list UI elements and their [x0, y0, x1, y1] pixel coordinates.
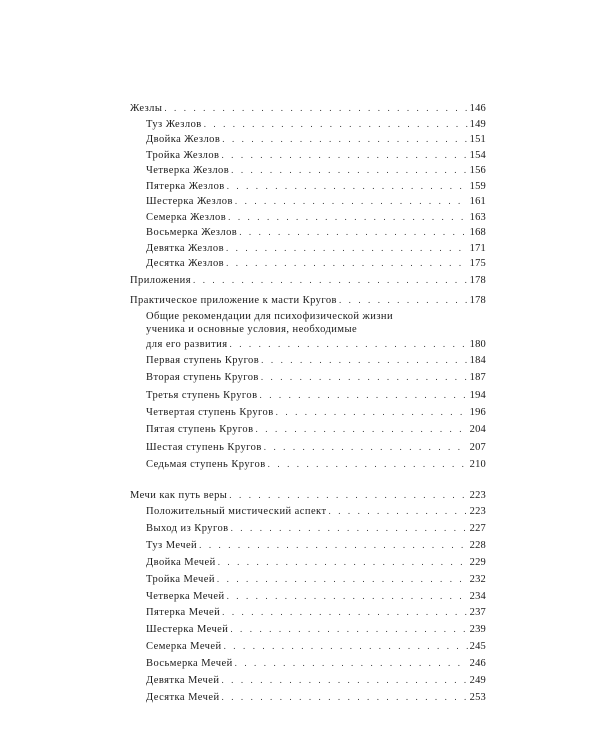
- toc-entry-wands: [130, 134, 486, 145]
- toc-entry-title: Туз Мечей: [146, 539, 198, 551]
- toc-heading-swords: [130, 490, 486, 501]
- toc-entry-page: 232: [469, 573, 486, 585]
- toc-entry-title: Восьмерка Мечей: [146, 658, 233, 670]
- toc-entry-circles: [130, 372, 486, 383]
- toc-entry-wands: [130, 150, 486, 161]
- toc-entry-page: 178: [469, 295, 486, 306]
- toc-entry-title: Четверка Мечей: [146, 590, 225, 602]
- dot-leader: [231, 165, 468, 176]
- toc-entry-title: Шестерка Жезлов: [146, 196, 233, 207]
- toc-entry-line: ученика и основные условия, необходимые: [146, 324, 358, 335]
- toc-entry-swords: [130, 641, 486, 652]
- toc-entry-page: 178: [469, 275, 486, 286]
- toc-heading-appendix: [130, 275, 486, 286]
- dot-leader: [221, 150, 467, 161]
- toc-entry-circles: [130, 407, 486, 418]
- dot-leader: [231, 523, 468, 534]
- dot-leader: [199, 540, 468, 551]
- toc-entry-title: Выход из Кругов: [146, 522, 229, 534]
- toc-entry-swords: [130, 523, 486, 534]
- toc-entry-title: Вторая ступень Кругов: [146, 372, 259, 384]
- toc-entry-title: Двойка Мечей: [146, 556, 216, 568]
- toc-entry-title: Седьмая ступень Кругов: [146, 458, 266, 470]
- toc-entry-page: 249: [469, 675, 486, 686]
- dot-leader: [227, 591, 468, 602]
- toc-entry-page: 196: [469, 406, 486, 418]
- toc-entry-swords: [130, 557, 486, 568]
- toc-entry-page: 156: [469, 165, 486, 176]
- dot-leader: [329, 506, 468, 517]
- toc-entry-page: 229: [469, 556, 486, 568]
- dot-leader: [264, 442, 468, 453]
- toc-entry-title: Шестерка Мечей: [146, 624, 229, 636]
- toc-heading-wands: [130, 103, 486, 114]
- toc-entry-page: 204: [469, 424, 486, 436]
- toc-entry-line: Общие рекомендации для психофизической жизни: [146, 311, 394, 322]
- toc-entry-page: 171: [469, 242, 486, 254]
- toc-entry-page: 175: [469, 258, 486, 269]
- toc-entry-title: Четвертая ступень Кругов: [146, 406, 274, 418]
- toc-entry-page: 146: [469, 103, 486, 114]
- toc-entry-title: Семерка Мечей: [146, 641, 222, 653]
- dot-leader: [204, 119, 468, 130]
- toc-entry-title: Первая ступень Кругов: [146, 355, 260, 366]
- dot-leader: [261, 372, 468, 383]
- toc-entry-wands: [130, 243, 486, 254]
- dot-leader: [228, 212, 468, 223]
- toc-entry-page: 237: [469, 607, 486, 619]
- dot-leader: [235, 196, 468, 207]
- toc-entry-wands: [130, 227, 486, 238]
- toc-entry-page: 149: [469, 118, 486, 130]
- dot-leader: [256, 424, 468, 435]
- toc-entry-swords: [130, 574, 486, 585]
- dot-leader: [217, 574, 468, 585]
- toc-entry-wands: [130, 258, 486, 269]
- toc-entry-circles: [130, 355, 486, 366]
- dot-leader: [224, 641, 468, 652]
- toc-entry-page: 207: [469, 441, 486, 453]
- toc-entry-general-last-line: [130, 339, 486, 350]
- toc-entry-title: Девятка Мечей: [146, 675, 220, 686]
- toc-entry-page: 187: [469, 372, 486, 384]
- dot-leader: [164, 103, 467, 114]
- dot-leader: [230, 339, 468, 350]
- dot-leader: [260, 390, 468, 401]
- toc-entry-page: 180: [469, 339, 486, 350]
- toc-entry-wands: [130, 196, 486, 207]
- toc-entry-swords: [130, 624, 486, 635]
- toc-entry-title: Десятка Мечей: [146, 691, 220, 703]
- toc-entry-page: 194: [469, 389, 486, 401]
- toc-entry-page: 227: [469, 522, 486, 534]
- toc-entry-page: 223: [469, 490, 486, 501]
- toc-entry-title: Шестая ступень Кругов: [146, 441, 262, 453]
- toc-entry-page: 159: [469, 180, 486, 192]
- dot-leader: [226, 258, 468, 269]
- toc-entry-page: 154: [469, 149, 486, 161]
- toc-entry-title: Туз Жезлов: [146, 118, 202, 130]
- toc-entry-title: Жезлы: [130, 103, 163, 114]
- toc-entry-circles: [130, 459, 486, 470]
- toc-entry-title: Семерка Жезлов: [146, 211, 227, 223]
- dot-leader: [193, 275, 468, 286]
- dot-leader: [222, 692, 468, 703]
- toc-entry-page: 228: [469, 539, 486, 551]
- dot-leader: [226, 243, 468, 254]
- toc-entry-page: 161: [469, 196, 486, 207]
- toc-entry-general-recommendations: [130, 310, 486, 336]
- toc-entry-title: Пятая ступень Кругов: [146, 424, 254, 436]
- toc-entry-title: Приложения: [130, 275, 192, 286]
- toc-entry-swords: [130, 692, 486, 703]
- dot-leader: [221, 675, 467, 686]
- toc-entry-page: 210: [469, 458, 486, 470]
- toc-entry-title: Пятерка Жезлов: [146, 180, 225, 192]
- toc-entry-page: 239: [469, 624, 486, 636]
- toc-entry-wands: [130, 165, 486, 176]
- toc-entry-title: Тройка Мечей: [146, 573, 215, 585]
- toc-entry-swords: [130, 675, 486, 686]
- toc-entry-title: Третья ступень Кругов: [146, 389, 258, 401]
- dot-leader: [218, 557, 468, 568]
- toc-entry-page: 168: [469, 227, 486, 238]
- toc-entry-wands: [130, 181, 486, 192]
- toc-entry-title: Девятка Жезлов: [146, 242, 224, 254]
- toc-entry-title: Мечи как путь веры: [130, 490, 228, 501]
- toc-entry-wands: [130, 212, 486, 223]
- toc-entry-page: 246: [469, 658, 486, 670]
- toc-entry-swords: [130, 607, 486, 618]
- dot-leader: [339, 295, 468, 306]
- toc-entry-title: Положительный мистический аспект: [146, 506, 327, 517]
- toc-entry-title: Четверка Жезлов: [146, 165, 230, 176]
- toc-entry-title: для его развития: [146, 339, 228, 350]
- dot-leader: [222, 134, 467, 145]
- toc-entry-page: 223: [469, 506, 486, 517]
- dot-leader: [239, 227, 467, 238]
- toc-entry-title: Двойка Жезлов: [146, 134, 221, 145]
- toc-entry-swords: [130, 506, 486, 517]
- toc-entry-page: 163: [469, 211, 486, 223]
- toc-entry-title: Десятка Жезлов: [146, 258, 225, 269]
- toc-entry-title: Практическое приложение к масти Кругов: [130, 295, 337, 306]
- toc-entry-swords: [130, 540, 486, 551]
- toc-entry-circles: [130, 424, 486, 435]
- toc-entry-wands: [130, 119, 486, 130]
- dot-leader: [227, 181, 468, 192]
- toc-entry-circles: [130, 442, 486, 453]
- dot-leader: [230, 624, 467, 635]
- toc-entry-page: 253: [469, 691, 486, 703]
- dot-leader: [268, 459, 468, 470]
- toc-entry-circles: [130, 390, 486, 401]
- dot-leader: [229, 490, 467, 501]
- dot-leader: [222, 607, 467, 618]
- dot-leader: [261, 355, 467, 366]
- dot-leader: [235, 658, 468, 669]
- toc-entry-title: Пятерка Мечей: [146, 607, 221, 619]
- dot-leader: [276, 407, 468, 418]
- toc-entry-page: 245: [469, 641, 486, 653]
- toc-entry-swords: [130, 591, 486, 602]
- toc-entry-page: 151: [469, 134, 486, 145]
- toc-entry-page: 184: [469, 355, 486, 366]
- toc-entry-page: 234: [469, 590, 486, 602]
- toc-subheading-practical: [130, 295, 486, 306]
- toc-entry-title: Восьмерка Жезлов: [146, 227, 238, 238]
- toc-entry-title: Тройка Жезлов: [146, 149, 220, 161]
- toc-entry-swords: [130, 658, 486, 669]
